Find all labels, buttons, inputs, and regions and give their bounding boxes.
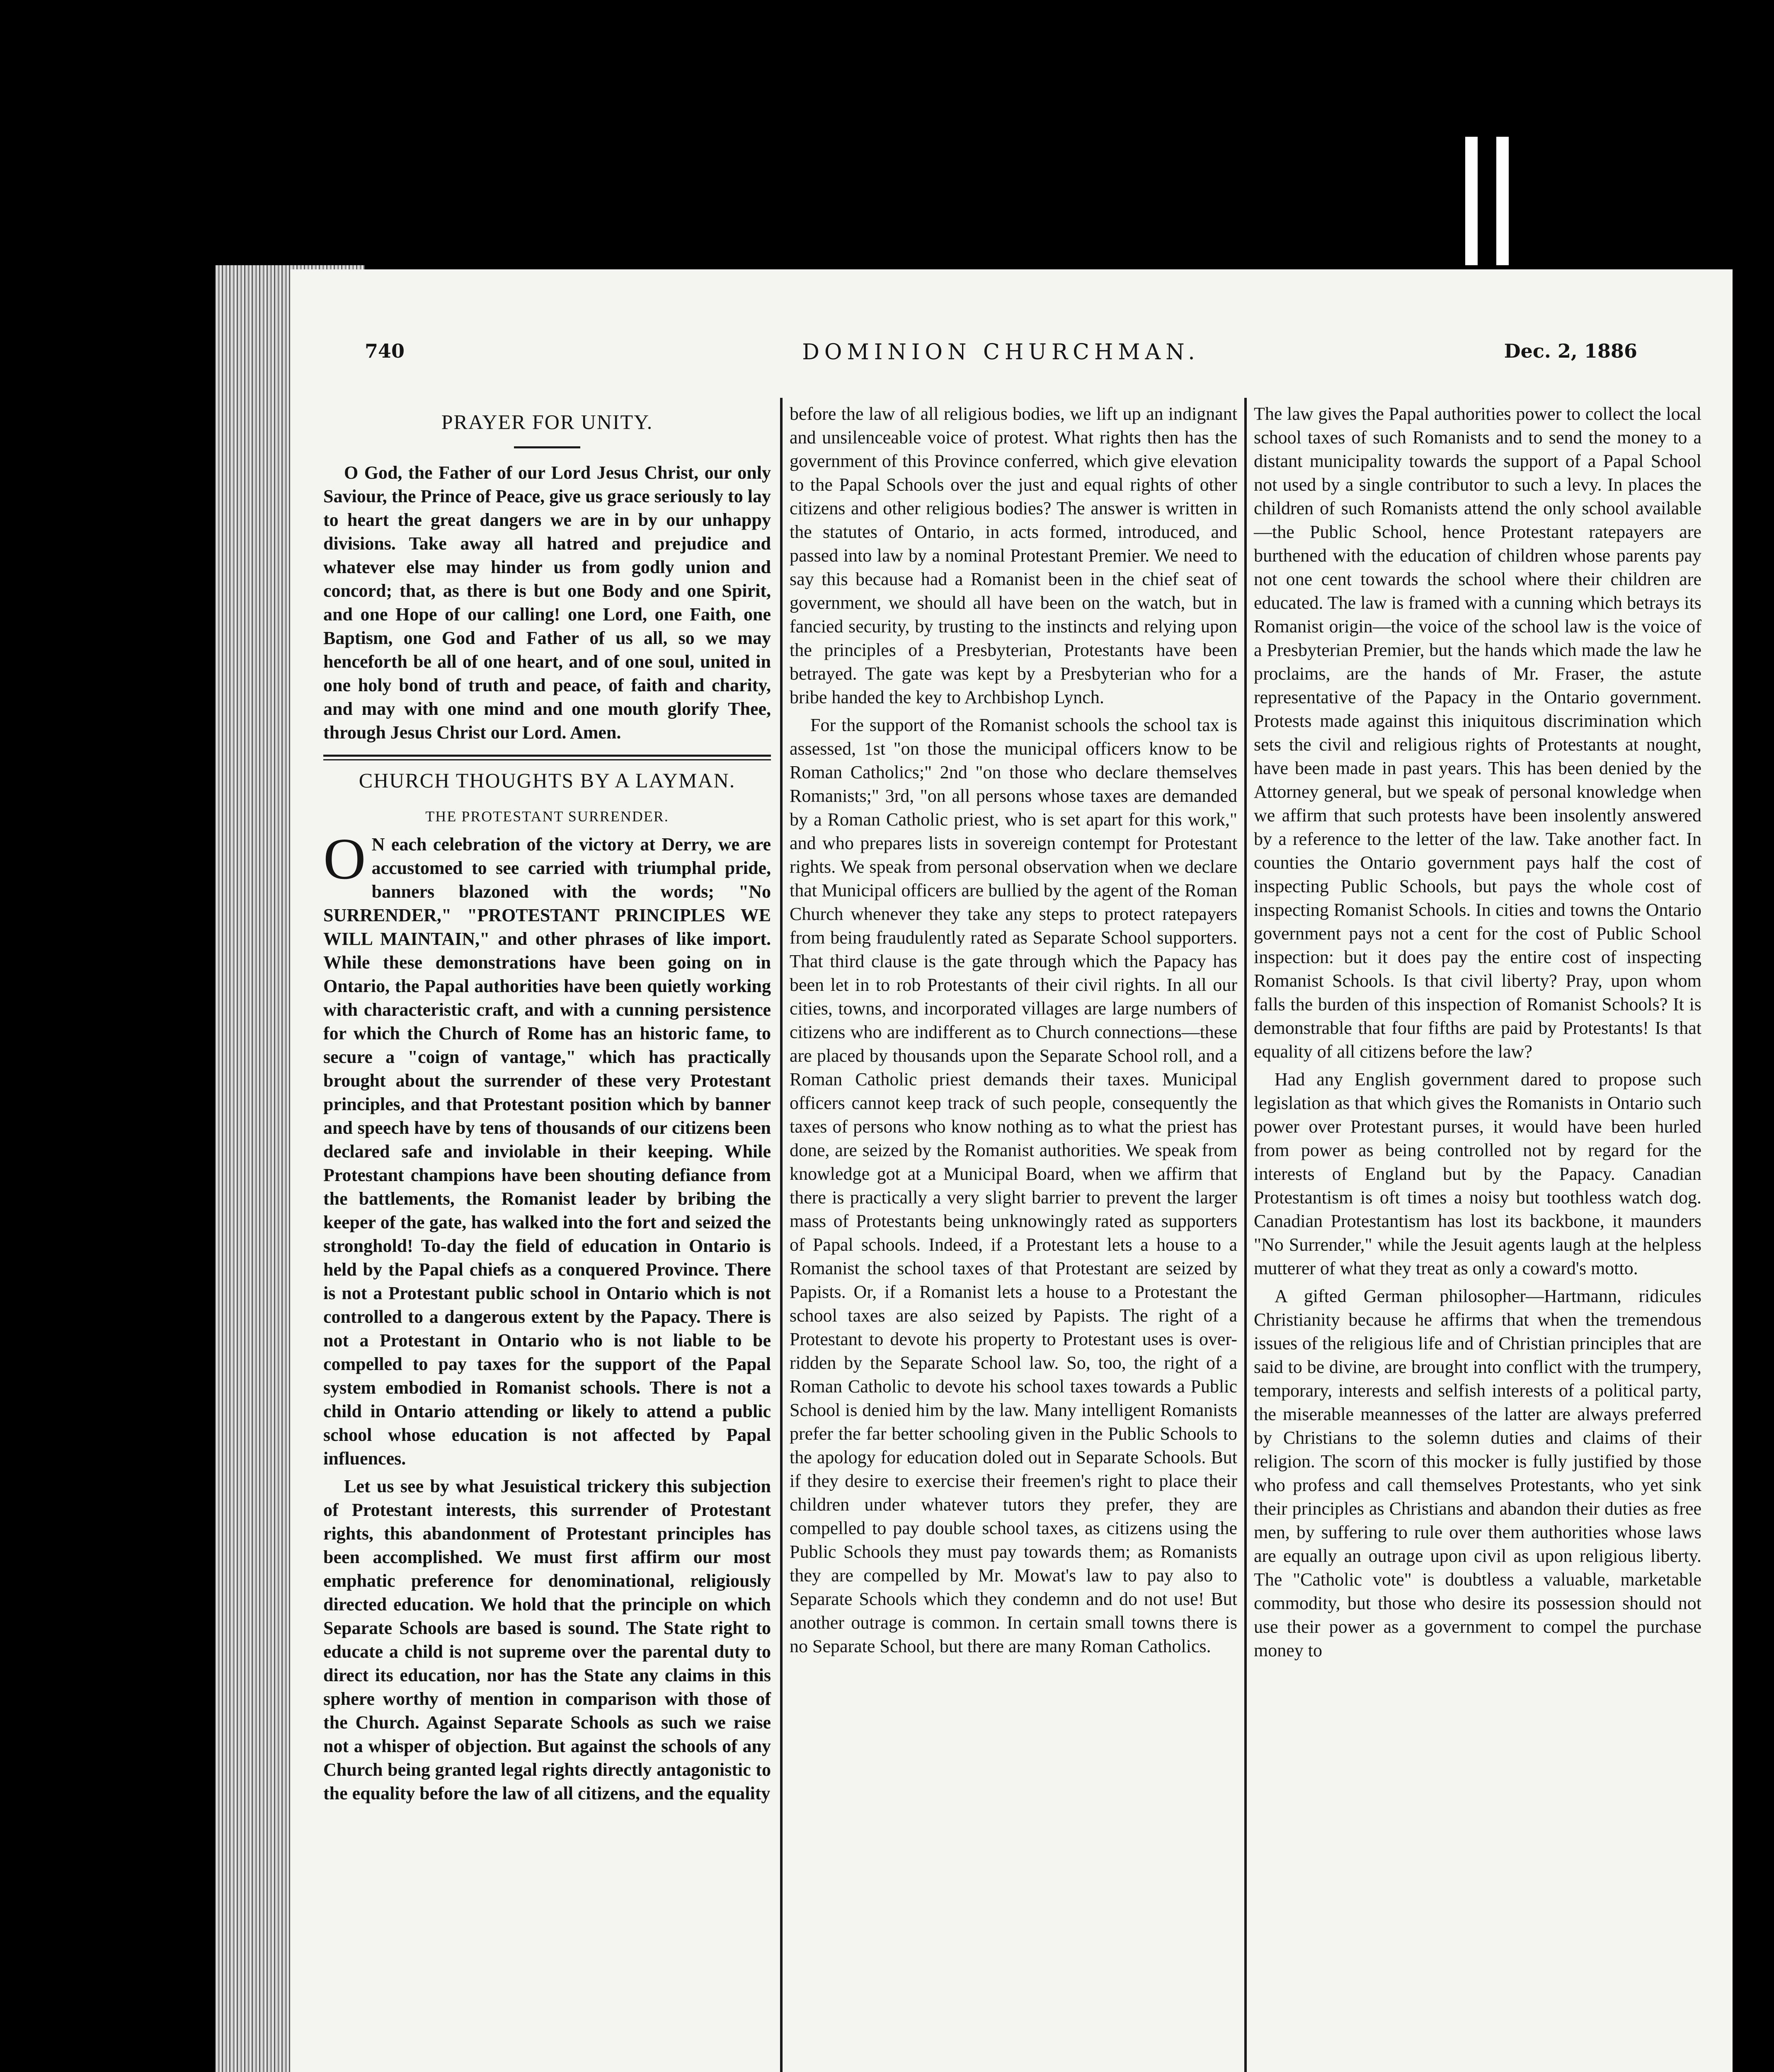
article-title: CHURCH THOUGHTS BY A LAYMAN.: [359, 769, 736, 792]
issue-date: Dec. 2, 1886: [1504, 340, 1637, 362]
column-rule-2: [1244, 398, 1247, 2072]
article-paragraph: before the law of all religious bodies, we lift up an indignant and unsilenceable voice of protest. What rights then has the government of this Province conferred, which give elevation to the Papal Schools over the just and equal rights of other citizens and other religious bodies? The answer is written in the statutes of Ontario, in acts formed, introduced, and passed into law by a nominal Protestant Premier. We need to say this because had a Romanist been in the chief seat of government, we should all have been on the watch, but in fancied security, by trusting to the instincts and relying upon the principles of a Presbyterian, Protestants have been betrayed. The gate was kept by a Presbyterian who for a bribe handed the key to Archbishop Lynch.: [790, 404, 1237, 707]
article-paragraph: A gifted German philosopher—Hartmann, ridicules Christianity because he affirms that when the tremendous issues of the religious life and of Christian principles that are said to be divine, are brought into conflict with the trumpery, temporary, interests and selfish interests of a political party, the miserable meannesses of the latter are always preferred by Christians to the solemn duties and claims of their religion. The scorn of this mocker is fully justified by those who profess and call themselves Protestants, who yet sink their principles as Christians and abandon their duties as free men, by suffering to rule over them authorities whose laws are equally an outrage upon civil as upon religious liberty. The "Catholic vote" is doubtless a valuable, marketable commodity, but those who desire its possession should not use their power as a government to compel the purchase money to: [1254, 1286, 1701, 1661]
article-paragraph-text: N each celebration of the victory at Derry, we are accustomed to see carried with triumphal pride, banners blazoned with the words; "No SURRENDER," "PROTESTANT PRINCIPLES WE WILL MAINTAIN," and other phrases of like import. While these demonstrations have been going on in Ontario, the Papal authorities have been quietly working with characteristic craft, and with a cunning persistence for which the Church of Rome has an historic fame, to secure a "coign of vantage," which has practically brought about the surrender of these very Protestant principles, and that Protestant position which by banner and speech have by tens of thousands of our citizens been declared safe and inviolable in their keeping. While Protestant champions have been shouting defiance from the battlements, the Romanist leader by bribing the keeper of the gate, has walked into the fort and seized the stronghold! To-day the field of education in Ontario is held by the Papal chiefs as a conquered Province. There is not a Protestant public school in Ontario which is not controlled to a dangerous extent by the Papacy. There is not a Protestant in Ontario who is not liable to be compelled to pay taxes for the support of the Papal system embodied in Romanist schools. There is not a child in Ontario attending or likely to attend a public school whose education is not affected by Papal influences.: [323, 834, 771, 1469]
column-rule-1: [780, 398, 783, 2072]
scan-marker-top-1: [1465, 137, 1478, 265]
scan-marker-top-2: [1496, 137, 1509, 265]
prayer-text: O God, the Father of our Lord Jesus Christ, our only Saviour, the Prince of Peace, give us grace seriously to lay to heart the great dangers we are in by our unhappy divisions. Take away all hatred and prejudice and whatever else may hinder us from godly union and concord; that, as there is but one Body and one Spirit, and one Hope of our calling! one Lord, one Faith, one Baptism, one God and Father of us all, so we may henceforth be all of one heart, and of one soul, united in one holy bond of truth and peace, of faith and charity, and may with one mind and one mouth glorify Thee, through Jesus Christ our Lord. Amen.: [323, 462, 771, 743]
article-paragraph: The law gives the Papal authorities power to collect the local school taxes of such Romanists and to send the money to a distant municipality towards the support of a Papal School not used by a single contributor to such a levy. In places the children of such Romanists attend the only school available—the Public School, hence Protestant ratepayers are burthened with the education of children whose parents pay not one cent towards the school where their children are educated. The law is framed with a cunning which betrays its Romanist origin—the voice of the school law is the voice of a Presbyterian Premier, but the hands which made the law he proclaims, are the hands of Mr. Fraser, the astute representative of the Papacy in the Ontario government. Protests made against this iniquitous discrimination which sets the civil and religious rights of Protestants at nought, have been made in past years. This has been denied by the Attorney general, but we speak of personal knowledge when we affirm that such protests have been insolently answered by a reference to the letter of the law. Take another fact. In counties the Ontario government pays half the cost of inspecting Public Schools, but pays the whole cost of inspecting Romanist Schools. In cities and towns the Ontario government pays not a cent for the cost of Public School inspection: but it does pay the entire cost of inspecting Romanist Schools. Is that civil liberty? Pray, upon whom falls the burden of this inspection of Romanist Schools? It is demonstrable that four fifths are paid by Protestants! Is that equality of all citizens before the law?: [1254, 404, 1701, 1062]
page-header: [365, 340, 1637, 377]
article-paragraph: [323, 826, 771, 1470]
column-3: [1254, 402, 1701, 1666]
journal-title: DOMINION CHURCHMAN.: [802, 340, 1200, 365]
column-2: [790, 402, 1237, 1662]
article-paragraph: Had any English government dared to propose such legislation as that which gives the Romanists in Ontario such power over Protestant purses, it would have been hurled from power as being controlled not by regard for the interests of England but by the Papacy. Canadian Protestantism is oft times a noisy but toothless watch dog. Canadian Protestantism has lost its backbone, it maunders "No Surrender," while the Jesuit agents laugh at the helpless mutterer of what they treat as only a coward's motto.: [1254, 1069, 1701, 1278]
page-number: 740: [365, 340, 405, 362]
column-1: [323, 402, 771, 1809]
section-divider: [323, 755, 771, 760]
article-paragraph: For the support of the Romanist schools the school tax is assessed, 1st "on those the municipal officers know to be Roman Catholics;" 2nd "on those who declare themselves Romanists;" 3rd, "on all persons whose taxes are demanded by a Roman Catholic priest, who is set apart for this work," and who prepares lists in sovereign contempt for Protestant rights. We speak from personal observation when we declare that Municipal officers are bullied by the agent of the Roman Church whenever they take any steps to protect ratepayers from being fraudulently rated as Separate School supporters. That third clause is the gate through which the Papacy has been let in to rob Protestants of their civil rights. In all our cities, towns, and incorporated villages are large numbers of citizens who are indifferent as to Church connections—these are placed by thousands upon the Separate School roll, and a Roman Catholic priest demands their taxes. Municipal officers cannot keep track of such people, consequently the taxes of persons who know nothing as to what the priest has done, are seized by the Romanist authorities. We speak from knowledge got at a Municipal Board, when we affirm that there is practically a very slight barrier to prevent the larger mass of Protestants being unknowingly rated as supporters of Papal schools. Indeed, if a Protestant lets a house to a Romanist the school taxes of that Protestant are seized by Papists. Or, if a Romanist lets a house to a Protestant the school taxes are also seized by Papists. The right of a Protestant to devote his property to Protestant uses is over-ridden by the Separate School law. So, too, the right of a Roman Catholic to devote his school taxes towards a Public School is denied him by the law. Many intelligent Romanists prefer the far better schooling given in the Public Schools to the apology for education doled out in Separate Schools. But if they desire to exercise their freemen's right to place their children under whatever tutors they prefer, they are compelled to pay double school taxes, as citizens using the Public Schools they must pay towards them; as Romanists they are compelled by Mr. Mowat's law to pay also to Separate Schools which they condemn and do not use! But another outrage is common. In certain small towns there is no Separate School, but there are many Roman Catholics.: [790, 715, 1237, 1656]
heading-rule: [514, 446, 580, 448]
newspaper-page: [290, 269, 1733, 2072]
article-subtitle: THE PROTESTANT SURRENDER.: [425, 808, 669, 825]
drop-cap: O: [323, 826, 366, 891]
prayer-title: PRAYER FOR UNITY.: [441, 410, 653, 433]
article-paragraph: Let us see by what Jesuistical trickery this subjection of Protestant interests, this surrender of Protestant rights, this abandonment of Protestant principles has been accomplished. We must first affirm our most emphatic preference for denominational, religiously directed education. We hold that the principle on which Separate Schools are based is sound. The State right to educate a child is not supreme over the parental duty to direct its education, nor has the State any claims in this sphere worthy of mention in comparison with those of the Church. Against Separate Schools as such we raise not a whisper of objection. But against the schools of any Church being granted legal rights directly antagonistic to the equality before the law of all citizens, and the equality: [323, 1476, 771, 1803]
